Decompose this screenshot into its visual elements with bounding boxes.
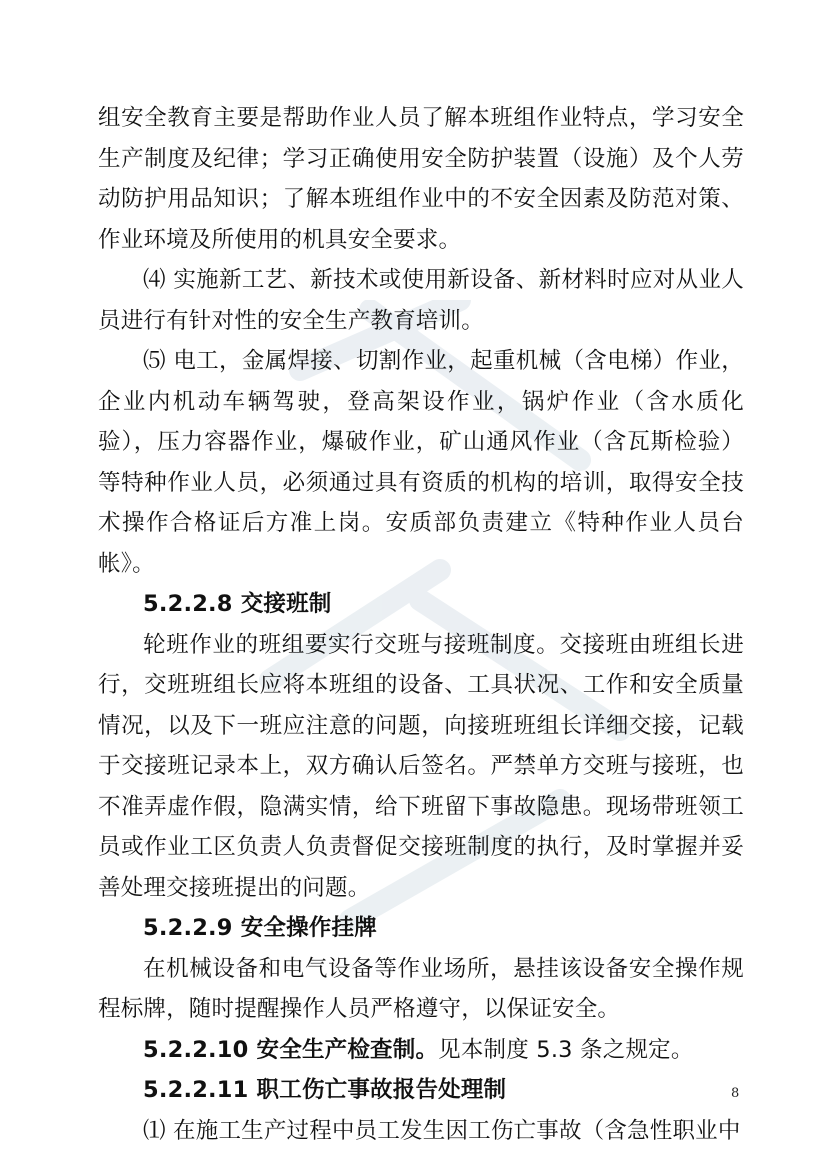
section-heading-5228: 5.2.2.8 交接班制: [143, 591, 332, 617]
section-heading-52211: 5.2.2.11 职工伤亡事故报告处理制: [143, 1077, 507, 1103]
page-number: 8: [731, 1086, 740, 1101]
document-content: [98, 98, 744, 1151]
paragraph-item-4: ⑷ 实施新工艺、新技术或使用新设备、新材料时应对从业人员进行有针对性的安全生产教育培训。: [98, 267, 744, 334]
paragraph-item-5: ⑸ 电工，金属焊接、切割作业，起重机械（含电梯）作业，企业内机动车辆驾驶，登高架设作业，锅炉作业（含水质化验），压力容器作业，爆破作业，矿山通风作业（含瓦斯检验）等特种作业人员，必须通过具有资质的机构的培训，取得安全技术操作合格证后方准上岗。安质部负责建立《特种作业人员台帐》。: [98, 348, 744, 577]
section-52210: [98, 1030, 744, 1071]
paragraph-safety-signage: 在机械设备和电气设备等作业场所，悬挂该设备安全操作规程标牌，随时提醒操作人员严格遵守，以保证安全。: [98, 955, 744, 1022]
paragraph-shift-handover: 轮班作业的班组要实行交班与接班制度。交接班由班组长进行，交班班组长应将本班组的设备、工具状况、工作和安全质量情况，以及下一班应注意的问题，向接班班组长详细交接，记载于交接班记录本上，双方确认后签名。严禁单方交班与接班，也不准弄虚作假，隐满实情，给下班留下事故隐患。现场带班领工员或作业工区负责人负责督促交接班制度的执行，及时掌握并妥善处理交接班提出的问题。: [98, 631, 744, 901]
paragraph-item-1: ⑴ 在施工生产过程中员工发生因工伤亡事故（含急性职业中: [143, 1117, 741, 1144]
section-text-52210: 见本制度 5.3 条之规定。: [438, 1036, 694, 1063]
section-heading-5229: 5.2.2.9 安全操作挂牌: [143, 915, 377, 941]
section-heading-52210: 5.2.2.10 安全生产检查制。: [143, 1036, 439, 1063]
paragraph-intro-continuation: 组安全教育主要是帮助作业人员了解本班组作业特点，学习安全生产制度及纪律；学习正确使用安全防护装置（设施）及个人劳动防护用品知识；了解本班组作业中的不安全因素及防范对策、作业环境及所使用的机具安全要求。: [98, 105, 744, 253]
